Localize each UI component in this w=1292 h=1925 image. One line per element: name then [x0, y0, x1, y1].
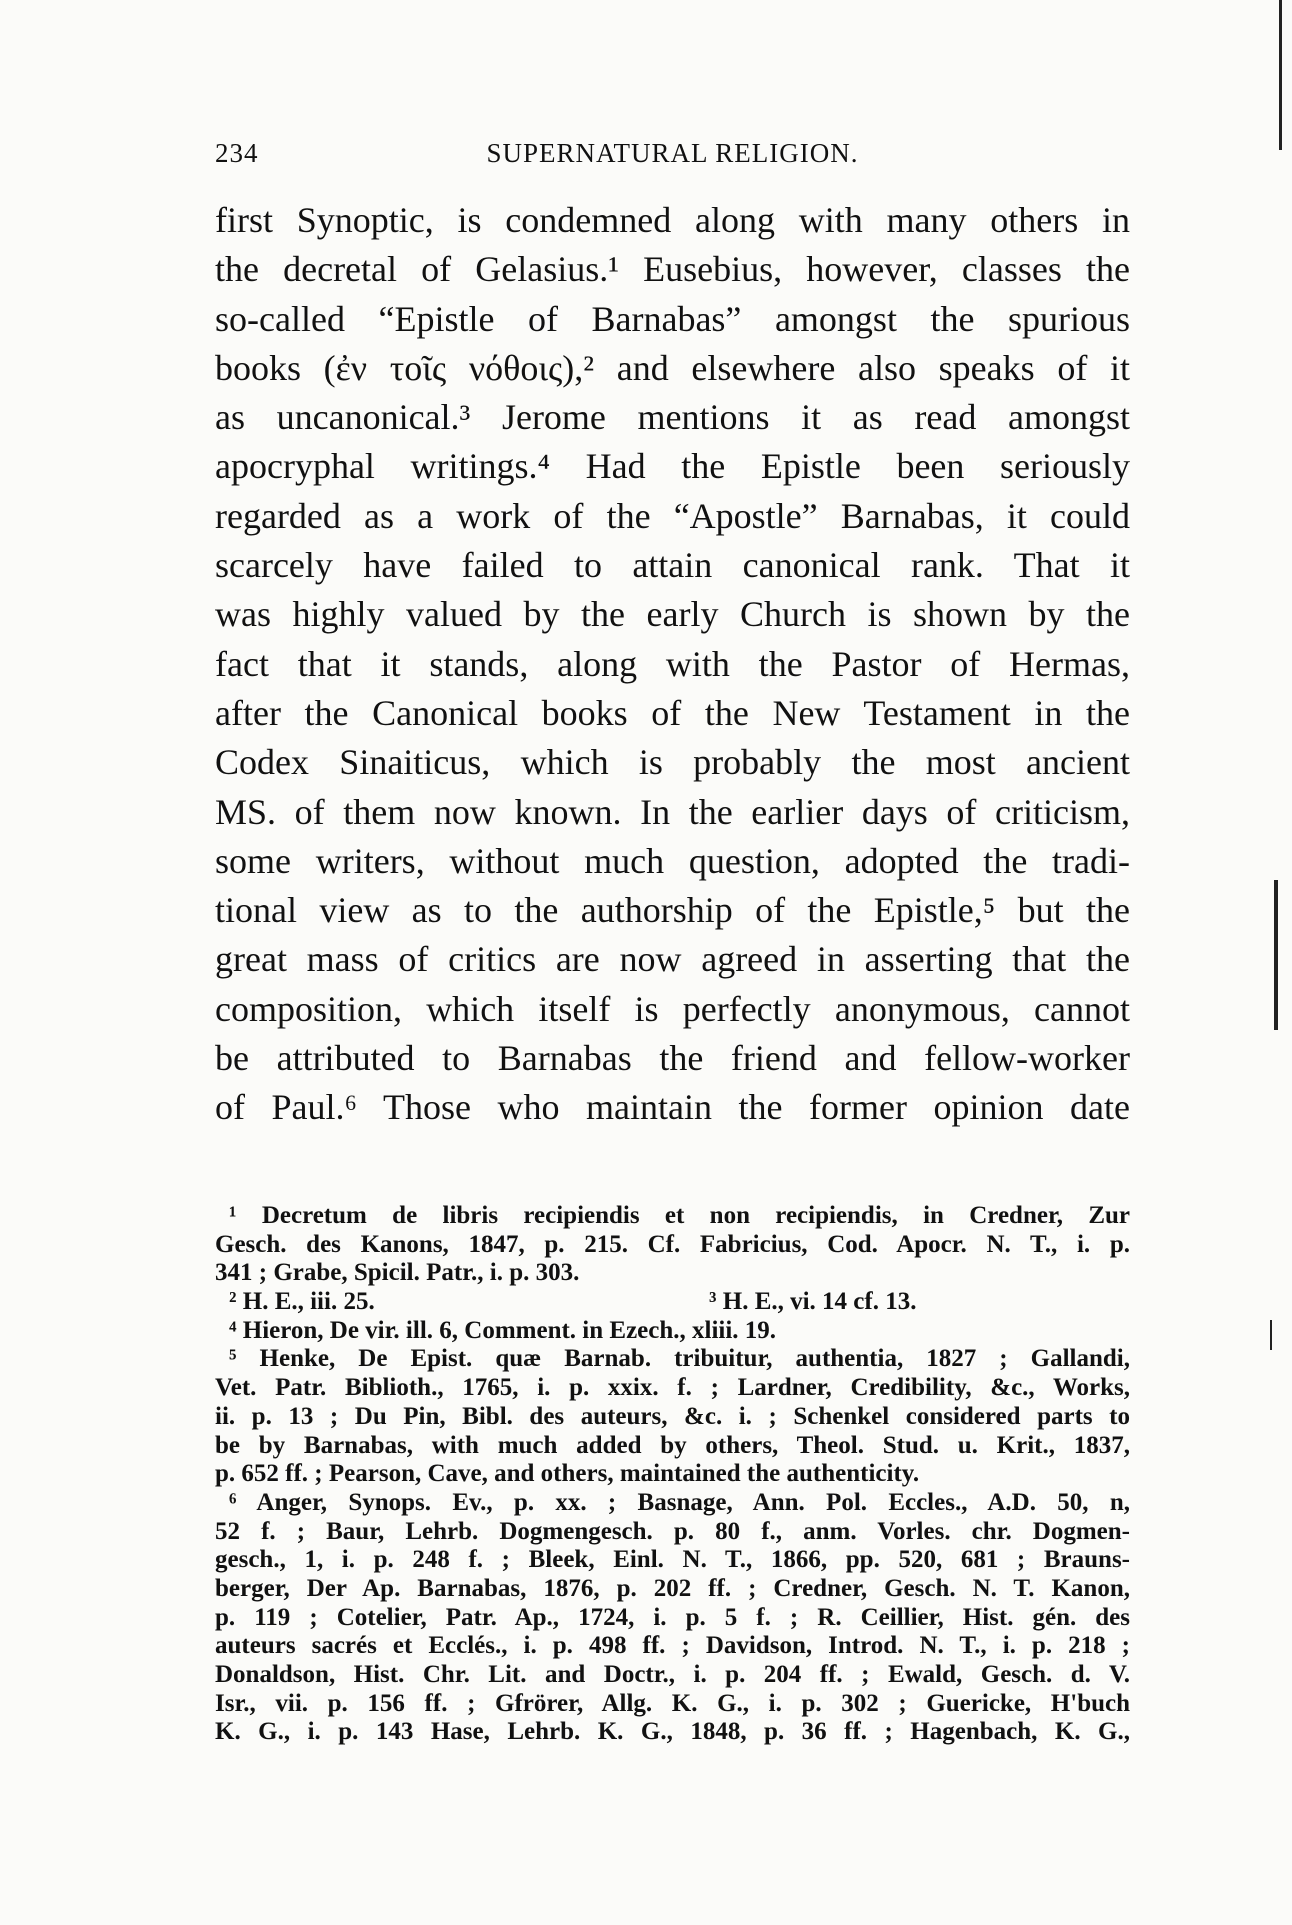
- footnote-4: ⁴ Hieron, De vir. ill. 6, Comment. in Ezech., xliii. 19.: [229, 1316, 777, 1344]
- body-line: tional view as to the authorship of the Epistle,⁵ but the: [215, 890, 1130, 931]
- body-line: apocryphal writings.⁴ Had the Epistle been seriously: [215, 446, 1130, 487]
- footnotes: [215, 1202, 1130, 1747]
- body-line: first Synoptic, is condemned along with many others in: [215, 200, 1130, 240]
- running-header: [215, 138, 1130, 178]
- body-line: as uncanonical.³ Jerome mentions it as read amongst: [215, 397, 1130, 438]
- footnote-5: p. 652 ff. ; Pearson, Cave, and others, maintained the authenticity.: [215, 1460, 920, 1488]
- page-edge-shadow: [1274, 880, 1278, 1030]
- body-line: great mass of critics are now agreed in asserting that the: [215, 939, 1130, 980]
- body-line: of Paul.⁶ Those who maintain the former opinion date: [215, 1087, 1130, 1128]
- footnote-6: gesch., 1, i. p. 248 f. ; Bleek, Einl. N. T., 1866, pp. 520, 681 ; Brauns-: [215, 1546, 1130, 1574]
- footnote-5: ii. p. 13 ; Du Pin, Bibl. des auteurs, &c. i. ; Schenkel considered parts to: [215, 1402, 1130, 1430]
- page-number: 234: [215, 138, 259, 168]
- footnote-6: 52 f. ; Baur, Lehrb. Dogmengesch. p. 80 f., anm. Vorles. chr. Dogmen-: [215, 1517, 1130, 1545]
- footnote-5: Vet. Patr. Biblioth., 1765, i. p. xxix. f. ; Lardner, Credibility, &c., Works,: [215, 1374, 1130, 1402]
- body-line: some writers, without much question, adopted the tradi-: [215, 840, 1130, 881]
- body-line: was highly valued by the early Church is shown by the: [215, 594, 1130, 635]
- footnote-6: Donaldson, Hist. Chr. Lit. and Doctr., i. p. 204 ff. ; Ewald, Gesch. d. V.: [215, 1661, 1130, 1688]
- body-line: composition, which itself is perfectly anonymous, cannot: [215, 988, 1130, 1029]
- footnote-1: Gesch. des Kanons, 1847, p. 215. Cf. Fabricius, Cod. Apocr. N. T., i. p.: [215, 1230, 1130, 1258]
- body-line: the decretal of Gelasius.¹ Eusebius, however, classes the: [215, 249, 1130, 290]
- footnote-2: ² H. E., iii. 25.: [229, 1288, 375, 1316]
- footnote-1: ¹ Decretum de libris recipiendis et non recipiendis, in Credner, Zur: [229, 1202, 1130, 1229]
- body-line: MS. of them now known. In the earlier days of criticism,: [215, 791, 1130, 832]
- footnote-1: 341 ; Grabe, Spicil. Patr., i. p. 303.: [215, 1259, 580, 1287]
- body-text: [215, 196, 1130, 1133]
- body-line: Codex Sinaiticus, which is probably the most ancient: [215, 742, 1130, 783]
- footnote-3: ³ H. E., vi. 14 cf. 13.: [709, 1288, 917, 1316]
- footnote-2-3-row: [215, 1288, 1130, 1317]
- footnote-6: K. G., i. p. 143 Hase, Lehrb. K. G., 1848, p. 36 ff. ; Hagenbach, K. G.,: [215, 1718, 1130, 1746]
- footnote-6: Isr., vii. p. 156 ff. ; Gfrörer, Allg. K. G., i. p. 302 ; Guericke, H'buch: [215, 1689, 1130, 1717]
- footnote-6: ⁶ Anger, Synops. Ev., p. xx. ; Basnage, Ann. Pol. Eccles., A.D. 50, n,: [229, 1488, 1130, 1516]
- footnote-5: be by Barnabas, with much added by others, Theol. Stud. u. Krit., 1837,: [215, 1431, 1130, 1459]
- body-line: scarcely have failed to attain canonical rank. That it: [215, 545, 1130, 586]
- body-line: be attributed to Barnabas the friend and fellow-worker: [215, 1038, 1130, 1079]
- body-line: books (ἐν τοῖς νόθοις),² and elsewhere also speaks of it: [215, 347, 1130, 388]
- footnote-6: p. 119 ; Cotelier, Patr. Ap., 1724, i. p. 5 f. ; R. Ceillier, Hist. gén. des: [215, 1603, 1130, 1631]
- body-line: fact that it stands, along with the Pastor of Hermas,: [215, 643, 1130, 684]
- page-edge-shadow: [1279, 0, 1282, 150]
- footnote-6: auteurs sacrés et Ecclés., i. p. 498 ff. ; Davidson, Introd. N. T., i. p. 218 ;: [215, 1632, 1130, 1660]
- body-line: regarded as a work of the “Apostle” Barnabas, it could: [215, 495, 1130, 536]
- running-title: SUPERNATURAL RELIGION.: [486, 138, 859, 168]
- body-line: after the Canonical books of the New Testament in the: [215, 692, 1130, 733]
- body-line: so-called “Epistle of Barnabas” amongst the spurious: [215, 298, 1130, 339]
- page-edge-shadow: [1270, 1320, 1272, 1350]
- footnote-5: ⁵ Henke, De Epist. quæ Barnab. tribuitur, authentia, 1827 ; Gallandi,: [229, 1345, 1130, 1373]
- footnote-6: berger, Der Ap. Barnabas, 1876, p. 202 ff. ; Credner, Gesch. N. T. Kanon,: [215, 1574, 1130, 1602]
